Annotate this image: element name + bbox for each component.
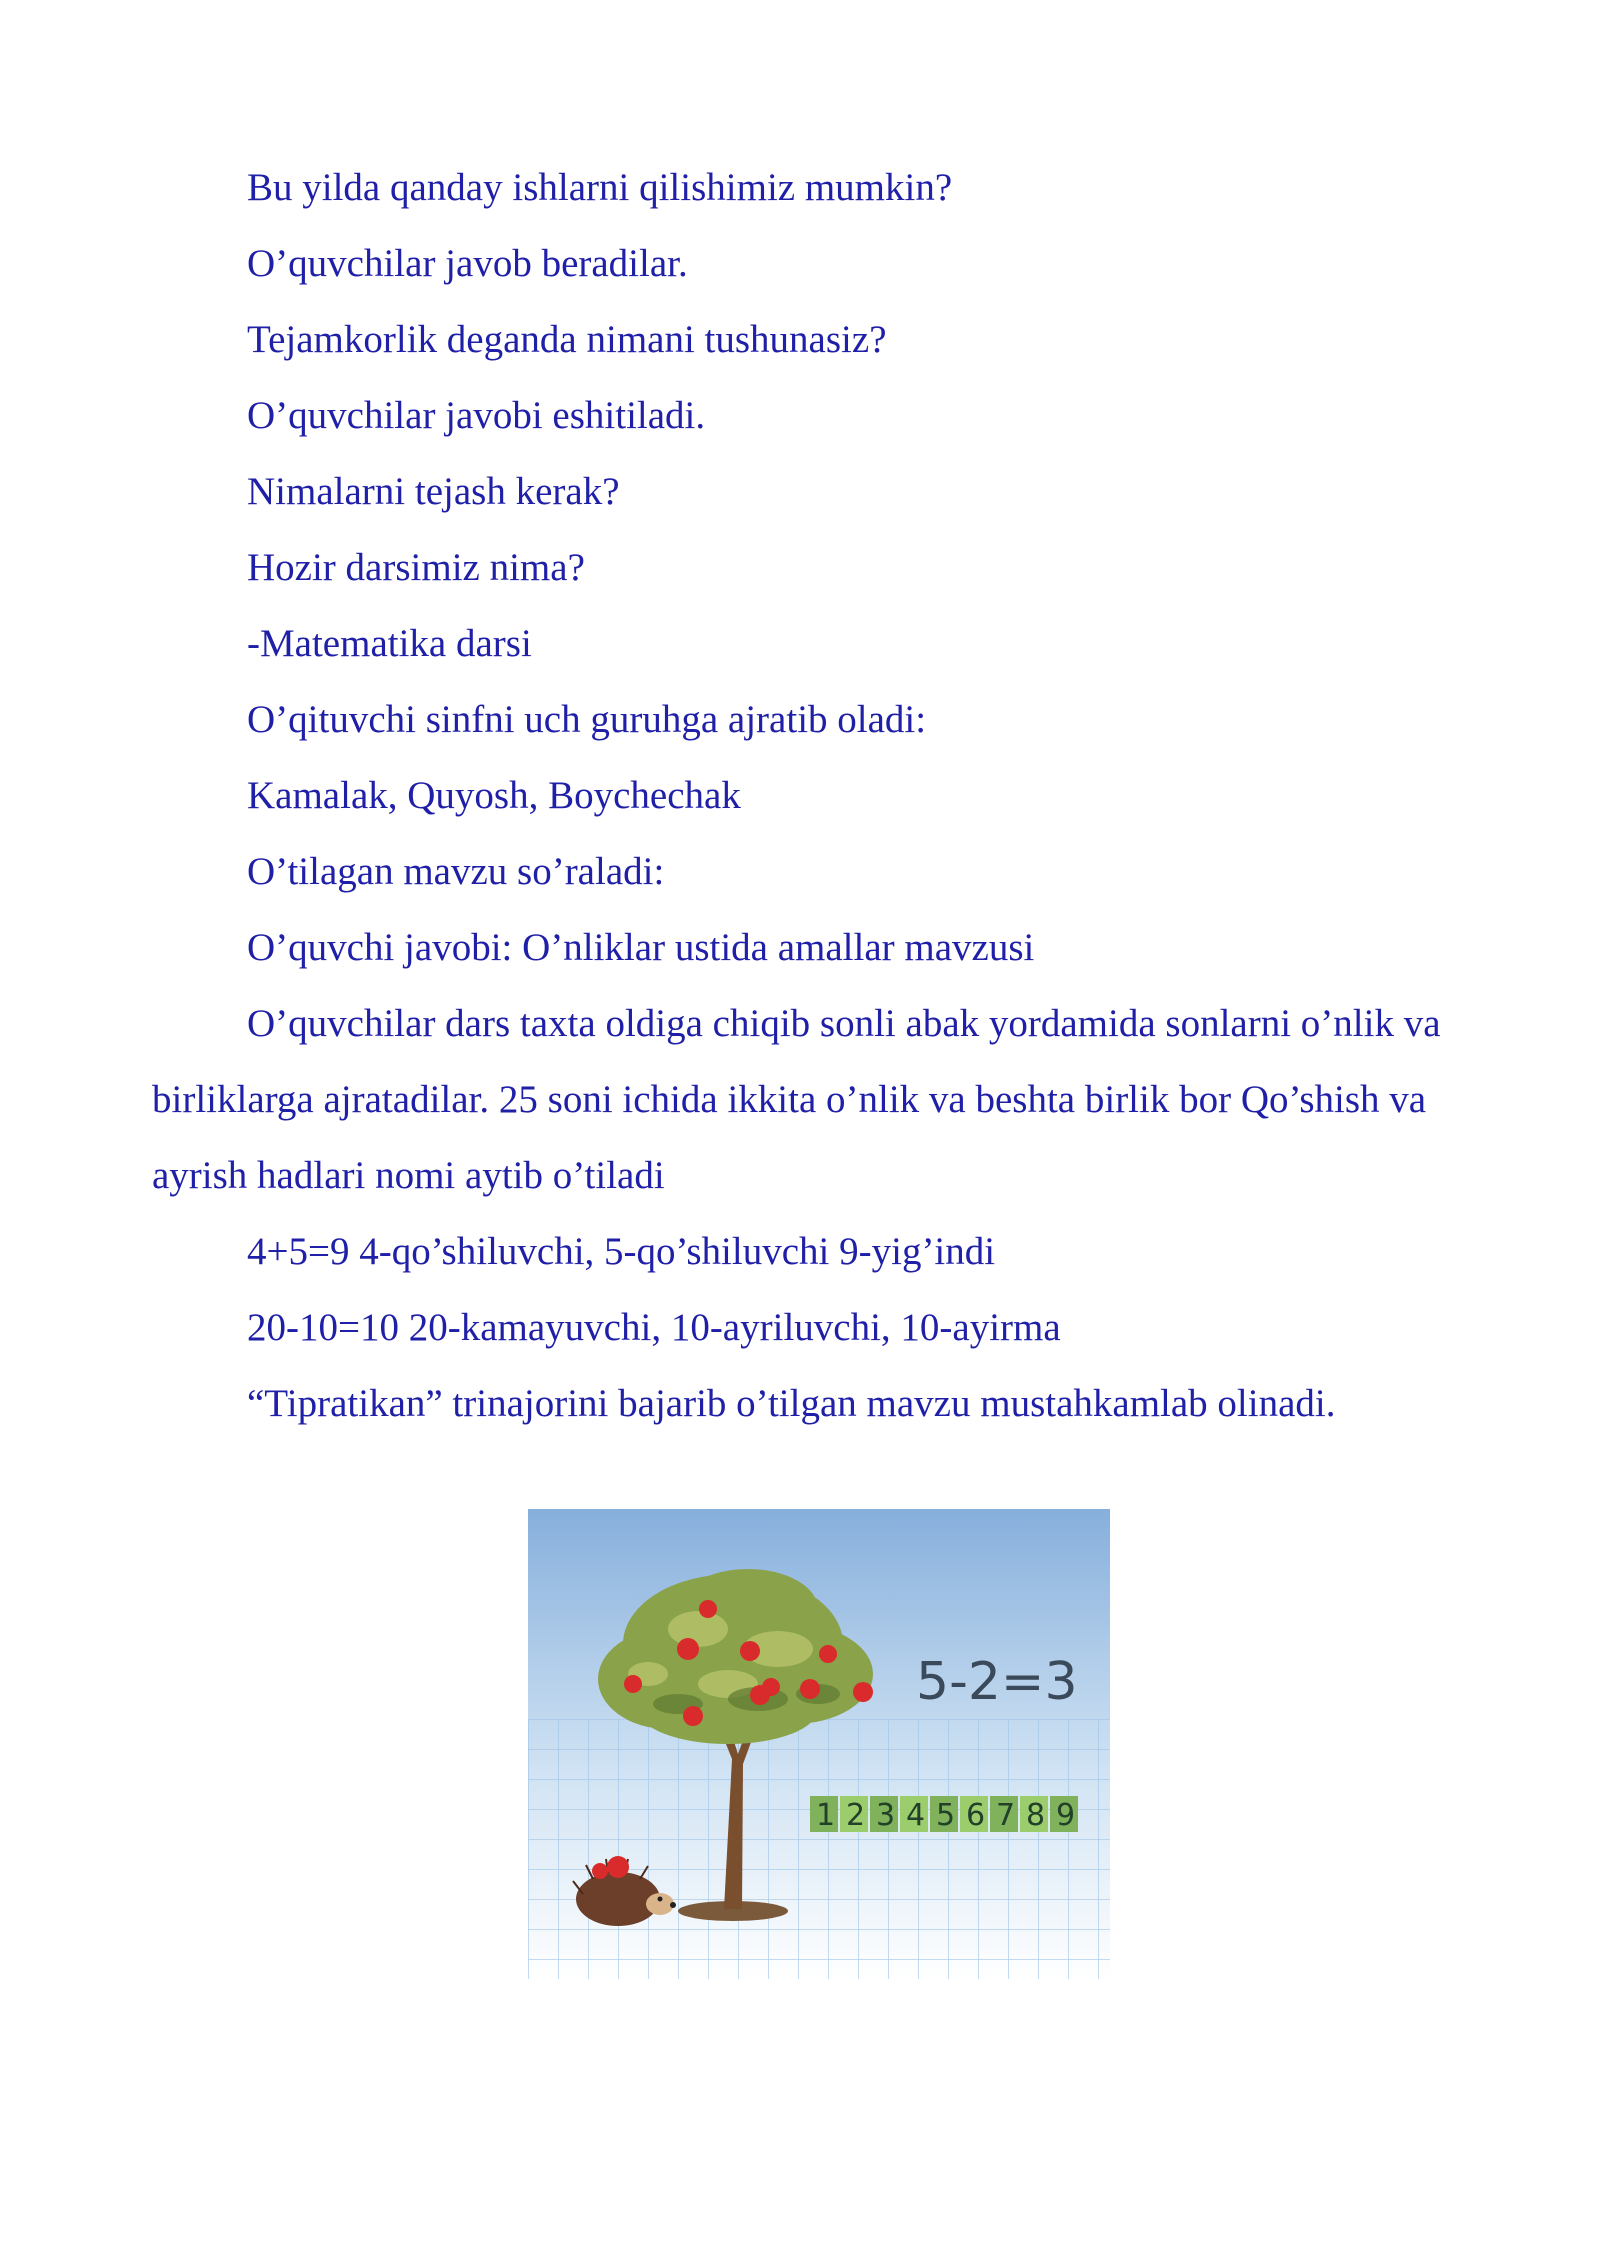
paragraph-11: O’quvchi javobi: O’nliklar ustida amallar mavzusi (247, 926, 1035, 969)
paragraph-2: O’quvchilar javob beradilar. (247, 242, 688, 285)
apple (677, 1638, 699, 1660)
apple (762, 1678, 780, 1696)
number-line (810, 1796, 1078, 1833)
paragraph-12: O’quvchilar dars taxta oldiga chiqib sonli abak yordamida sonlarni o’nlik va birliklarga ajratadilar. 25 soni ichida ikkita o’nlik va beshta birlik bor Qo’shish va ayrish hadlari nomi aytib o’tiladi (152, 1002, 1441, 1197)
number-line-digit: 3 (876, 1798, 896, 1833)
number-line-cell (810, 1796, 838, 1833)
apple (853, 1682, 873, 1702)
number-line-cell (990, 1796, 1018, 1833)
paragraph-14: 20-10=10 20-kamayuvchi, 10-ayriluvchi, 10-ayirma (247, 1306, 1061, 1349)
apple (819, 1645, 837, 1663)
lesson-text (152, 150, 1452, 1442)
paragraph-4: O’quvchilar javobi eshitiladi. (247, 394, 706, 437)
number-line-digit: 9 (1056, 1798, 1076, 1833)
number-line-digit: 1 (816, 1798, 836, 1833)
number-line-cell (900, 1796, 928, 1833)
paragraph-13: 4+5=9 4-qo’shiluvchi, 5-qo’shiluvchi 9-yig’indi (247, 1230, 996, 1273)
equation-label: 5-2=3 (916, 1652, 1078, 1712)
number-line-digit: 4 (906, 1798, 926, 1833)
apple (699, 1600, 717, 1618)
paragraph-15: “Tipratikan” trinajorini bajarib o’tilgan mavzu mustahkamlab olinadi. (247, 1382, 1336, 1425)
number-line-cell (930, 1796, 958, 1833)
apple (740, 1641, 760, 1661)
paragraph-8: O’qituvchi sinfni uch guruhga ajratib oladi: (247, 698, 927, 741)
number-line-digit: 5 (936, 1798, 956, 1833)
paragraph-5: Nimalarni tejash kerak? (247, 470, 620, 513)
paragraph-6: Hozir darsimiz nima? (247, 546, 585, 589)
grid-background (528, 1719, 1110, 1979)
number-line-digit: 2 (846, 1798, 866, 1833)
number-line-digit: 7 (996, 1798, 1016, 1833)
paragraph-7: -Matematika darsi (247, 622, 532, 665)
number-line-cell (870, 1796, 898, 1833)
number-line-cell (840, 1796, 868, 1833)
number-line-cell (1050, 1796, 1078, 1833)
number-line-cell (960, 1796, 988, 1833)
apple (800, 1679, 820, 1699)
paragraph-10: O’tilagan mavzu so’raladi: (247, 850, 665, 893)
apple-tree-illustration (528, 1509, 1110, 1979)
apple (683, 1706, 703, 1726)
paragraph-1: Bu yilda qanday ishlarni qilishimiz mumkin? (247, 166, 953, 209)
paragraph-3: Tejamkorlik deganda nimani tushunasiz? (247, 318, 887, 361)
number-line-digit: 8 (1026, 1798, 1046, 1833)
number-line-digit: 6 (966, 1798, 986, 1833)
number-line-cell (1020, 1796, 1048, 1833)
apple (624, 1675, 642, 1693)
paragraph-9: Kamalak, Quyosh, Boychechak (247, 774, 741, 817)
